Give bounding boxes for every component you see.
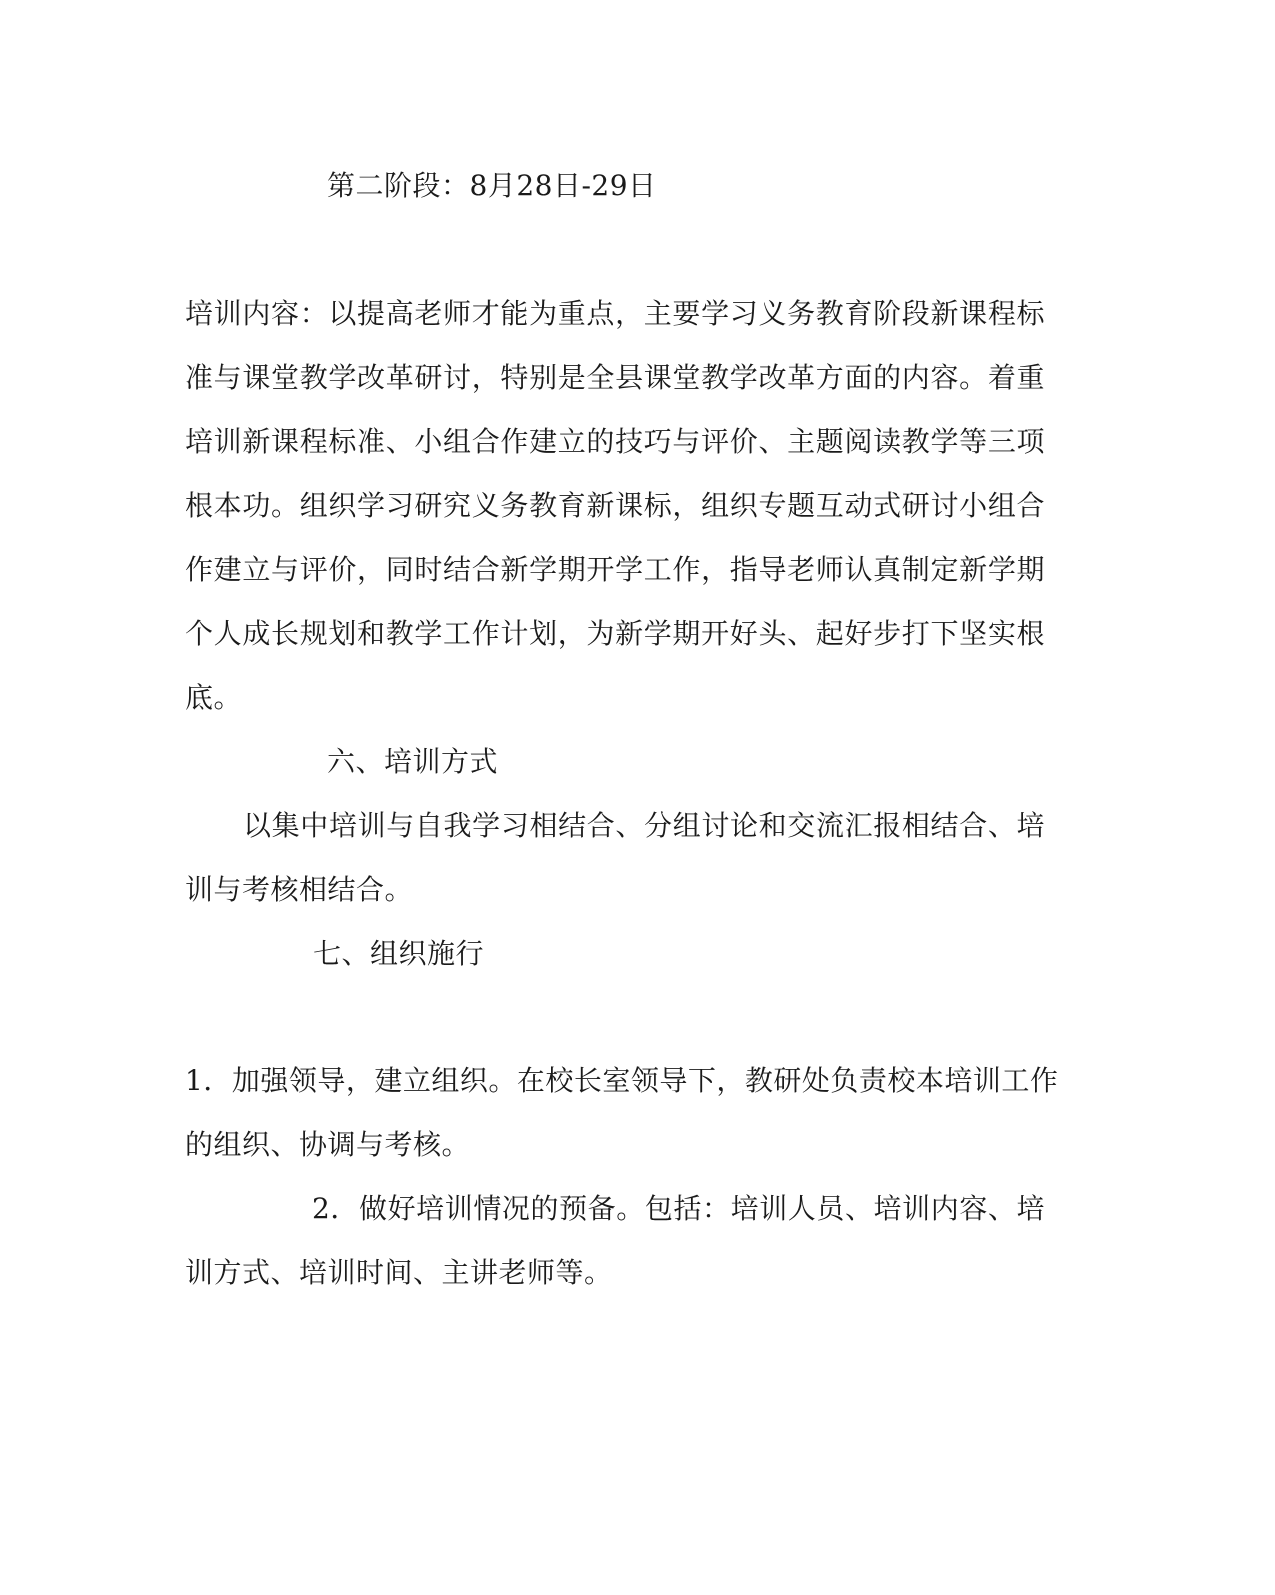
training-content-line-7: 底。 bbox=[185, 681, 243, 714]
item2-line-1: 2．做好培训情况的预备。包括：培训人员、培训内容、培 bbox=[312, 1192, 1045, 1225]
item1-line-1: 1．加强领导，建立组织。在校长室领导下，教研处负责校本培训工作 bbox=[185, 1064, 1059, 1097]
training-content-line-3: 培训新课程标准、小组合作建立的技巧与评价、主题阅读教学等三项 bbox=[185, 425, 1045, 458]
training-content-line-4: 根本功。组织学习研究义务教育新课标，组织专题互动式研讨小组合 bbox=[185, 489, 1045, 522]
item1-line-2: 的组织、协调与考核。 bbox=[185, 1128, 471, 1161]
training-content-line-6: 个人成长规划和教学工作计划，为新学期开好头、起好步打下坚实根 bbox=[185, 617, 1045, 650]
training-content-line-5: 作建立与评价，同时结合新学期开学工作，指导老师认真制定新学期 bbox=[185, 553, 1045, 586]
section7-heading: 七、组织施行 bbox=[313, 937, 485, 970]
item2-line-2: 训方式、培训时间、主讲老师等。 bbox=[185, 1256, 613, 1289]
training-content-line-2: 准与课堂教学改革研讨，特别是全县课堂教学改革方面的内容。着重 bbox=[185, 361, 1045, 394]
section6-heading: 六、培训方式 bbox=[327, 745, 499, 778]
section6-line-2: 训与考核相结合。 bbox=[185, 873, 414, 906]
training-content-line-1: 培训内容：以提高老师才能为重点，主要学习义务教育阶段新课程标 bbox=[185, 297, 1045, 330]
stage-heading: 第二阶段：8月28日-29日 bbox=[327, 169, 657, 202]
section6-line-1: 以集中培训与自我学习相结合、分组讨论和交流汇报相结合、培 bbox=[243, 809, 1045, 842]
